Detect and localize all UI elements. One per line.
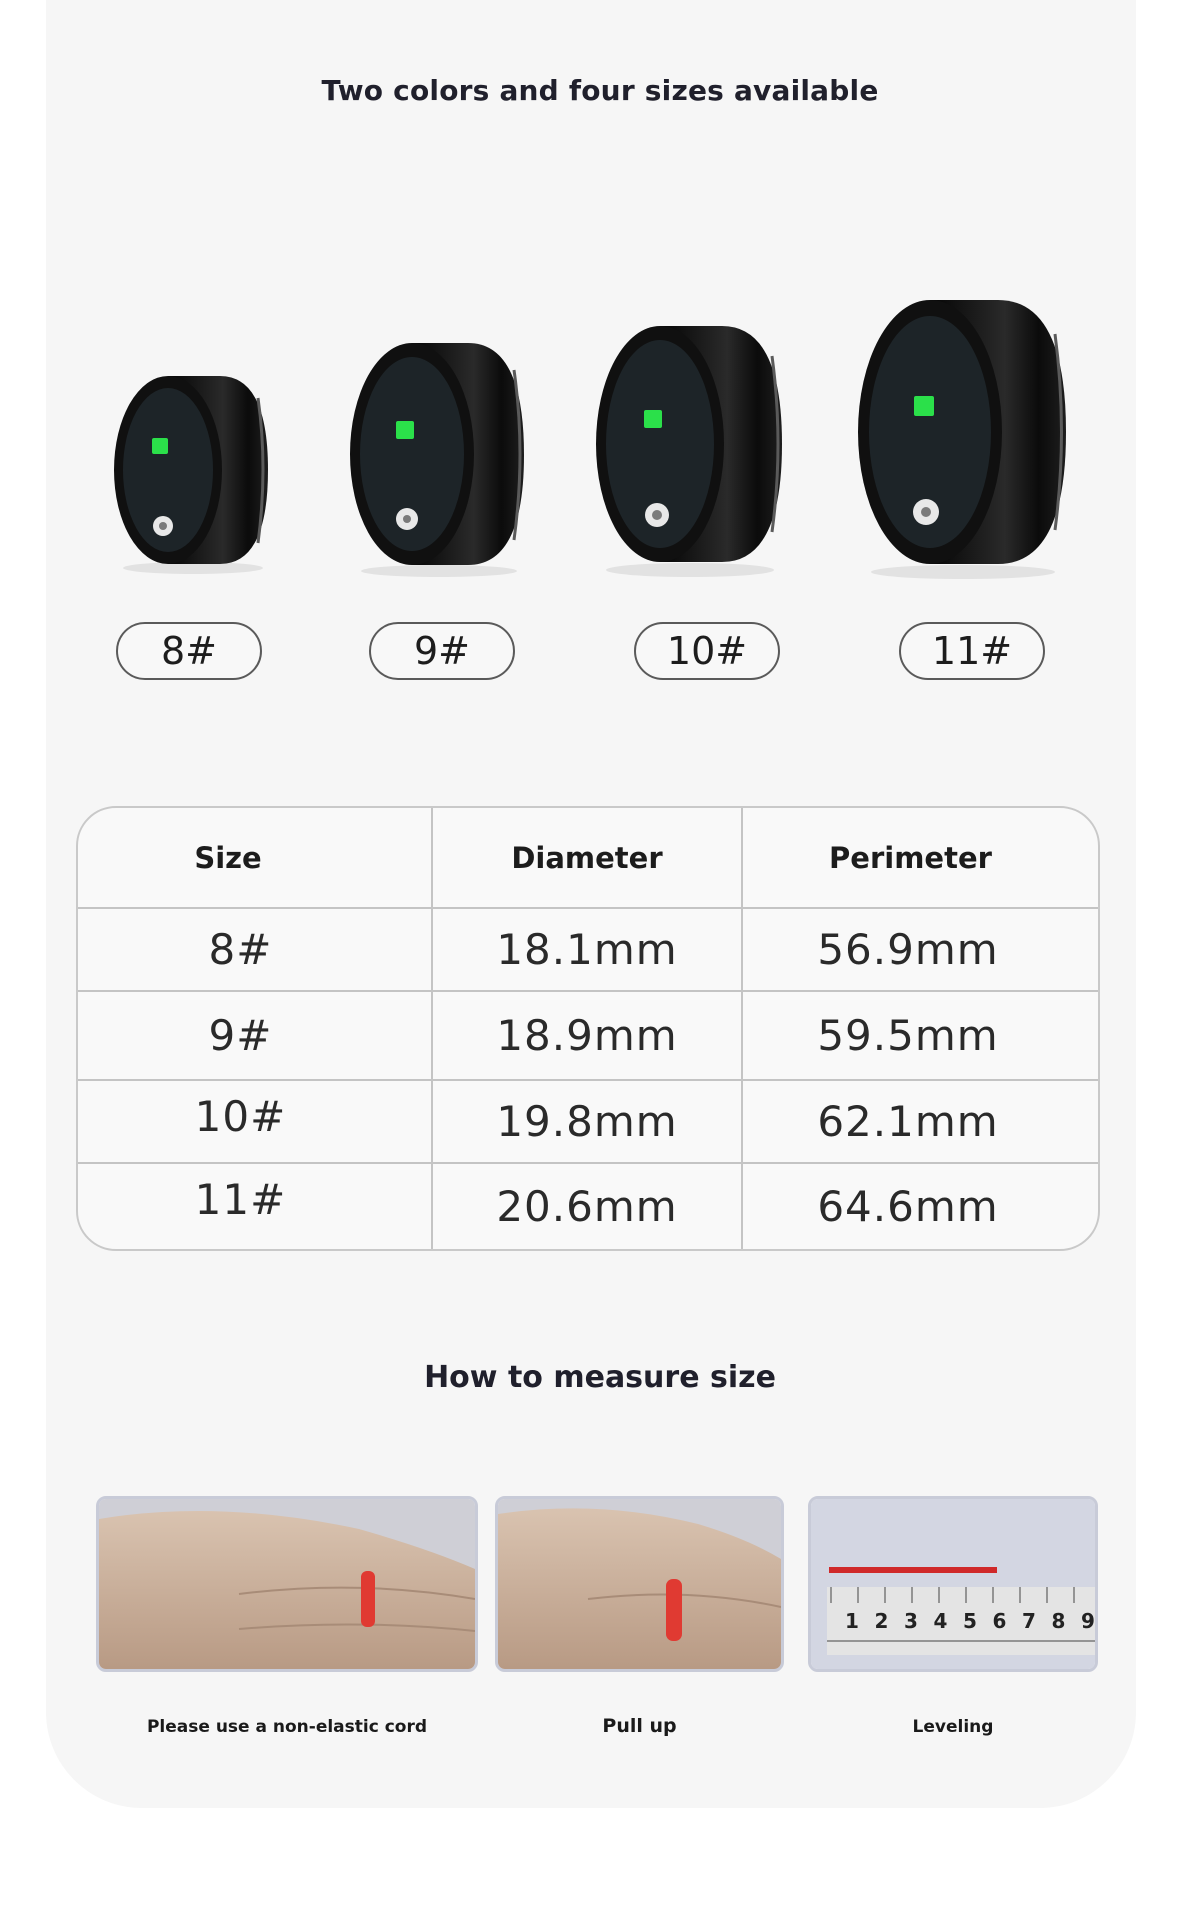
ring-image-8 [108, 368, 278, 578]
table-cell: 20.6mm [496, 1181, 678, 1231]
size-badge-9: 9# [369, 622, 515, 680]
table-cell: 18.9mm [496, 1011, 678, 1060]
ruler-number: 4 [933, 1609, 948, 1633]
ruler-number: 2 [874, 1609, 889, 1633]
ruler-number: 6 [992, 1609, 1007, 1633]
table-cell: 9# [208, 1011, 273, 1060]
ruler-number: 3 [904, 1609, 918, 1633]
table-cell: 8# [208, 925, 273, 974]
table-cell: 64.6mm [817, 1181, 999, 1231]
table-header-diameter: Diameter [511, 840, 663, 875]
size-badge-10: 10# [634, 622, 780, 680]
photo-pull-cord [495, 1496, 784, 1672]
table-cell: 11# [194, 1174, 287, 1224]
table-cell: 56.9mm [817, 925, 999, 974]
table-cell: 10# [194, 1091, 287, 1141]
caption-step-1: Please use a non-elastic cord [146, 1717, 428, 1737]
caption-step-2: Pull up [602, 1715, 677, 1737]
caption-step-3: Leveling [912, 1717, 994, 1737]
table-header-perimeter: Perimeter [829, 840, 992, 875]
ruler-number: 1 [845, 1609, 859, 1633]
page-title: Two colors and four sizes available [321, 74, 879, 107]
table-cell: 19.8mm [496, 1097, 678, 1146]
ruler-number: 5 [963, 1609, 977, 1633]
ring-image-11 [852, 292, 1074, 582]
ruler-numbers [845, 1609, 1095, 1633]
ruler-number: 8 [1051, 1609, 1066, 1633]
photo-finger-cord [96, 1496, 478, 1672]
ring-image-9 [344, 335, 534, 580]
ring-image-10 [590, 318, 790, 580]
table-header-size: Size [194, 840, 262, 875]
size-badge-11: 11# [899, 622, 1045, 680]
size-badge-8: 8# [116, 622, 262, 680]
table-cell: 59.5mm [817, 1011, 999, 1060]
size-table [76, 806, 1100, 1251]
photo-ruler [808, 1496, 1098, 1672]
measure-title: How to measure size [424, 1360, 776, 1395]
table-cell: 18.1mm [496, 925, 678, 974]
ruler-number: 9 [1081, 1609, 1095, 1633]
table-cell: 62.1mm [817, 1097, 999, 1146]
ruler-number: 7 [1022, 1609, 1036, 1633]
